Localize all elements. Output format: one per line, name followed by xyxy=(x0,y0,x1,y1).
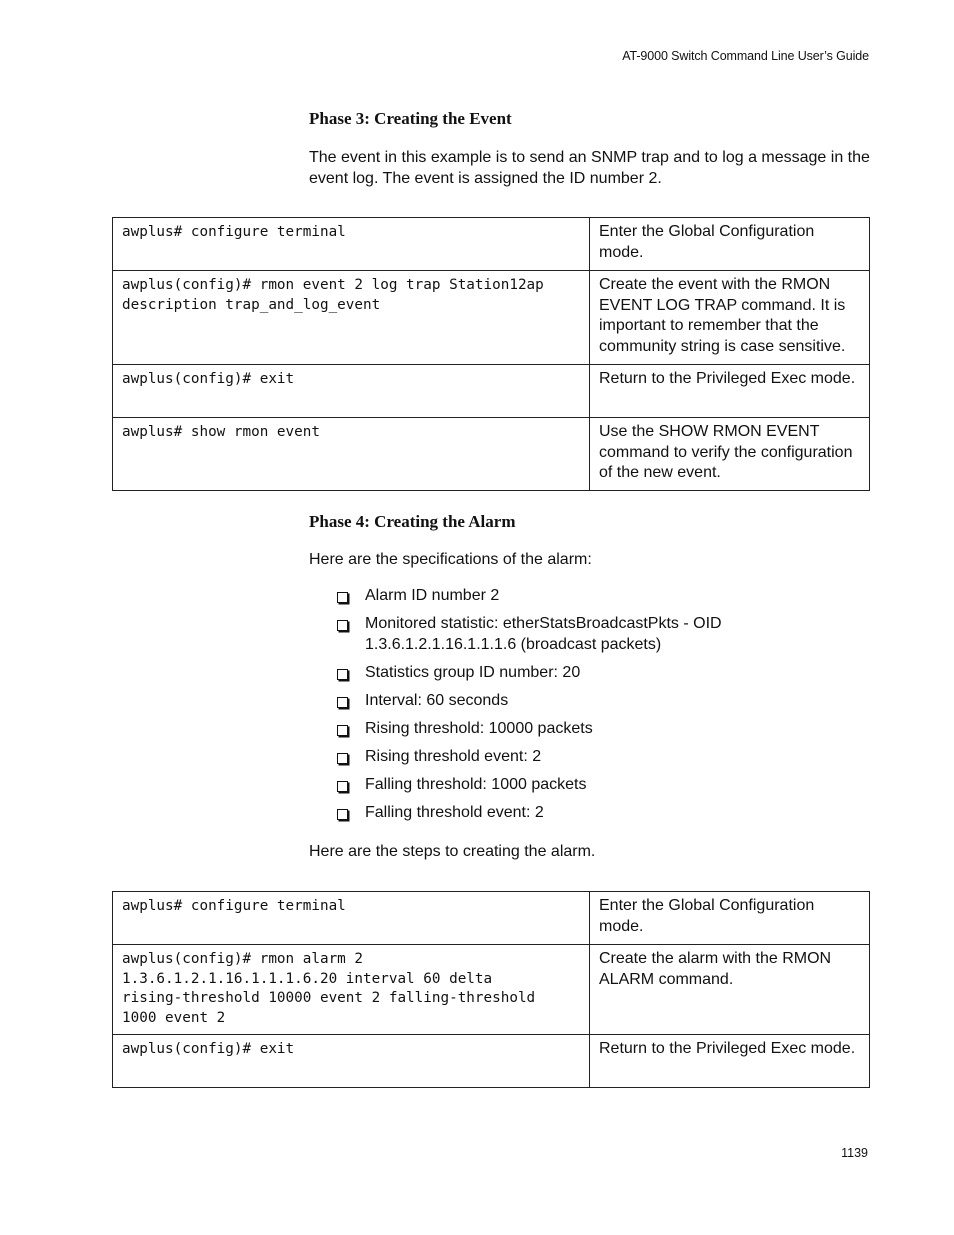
page-number: 1139 xyxy=(841,1146,868,1160)
description-cell: Create the alarm with the RMON ALARM command. xyxy=(590,945,870,1035)
list-item: Falling threshold: 1000 packets xyxy=(335,775,835,796)
checkbox-bullet-icon xyxy=(337,809,348,820)
list-item: Monitored statistic: etherStatsBroadcastPkts - OID 1.3.6.1.2.1.16.1.1.1.6 (broadcast packets) xyxy=(335,614,835,655)
command-cell: awplus(config)# exit xyxy=(113,365,590,418)
description-cell: Enter the Global Configuration mode. xyxy=(590,892,870,945)
table-row xyxy=(113,418,870,491)
checkbox-bullet-icon xyxy=(337,781,348,792)
list-item: Rising threshold: 10000 packets xyxy=(335,719,835,740)
checkbox-bullet-icon xyxy=(337,669,348,680)
table-row xyxy=(113,892,870,945)
phase4-intro: Here are the specifications of the alarm: xyxy=(309,551,592,568)
alarm-spec-list xyxy=(335,586,835,831)
command-cell: awplus(config)# rmon event 2 log trap Station12ap description trap_and_log_event xyxy=(113,271,590,365)
table-row xyxy=(113,218,870,271)
checkbox-bullet-icon xyxy=(337,753,348,764)
description-cell: Return to the Privileged Exec mode. xyxy=(590,365,870,418)
phase3-intro: The event in this example is to send an SNMP trap and to log a message in the event log. The event is assigned the ID number 2. xyxy=(309,149,870,187)
checkbox-bullet-icon xyxy=(337,725,348,736)
list-item: Statistics group ID number: 20 xyxy=(335,663,835,684)
guide-title: AT-9000 Switch Command Line User’s Guide xyxy=(622,49,869,63)
phase4-title: Phase 4: Creating the Alarm xyxy=(309,512,516,531)
command-cell: awplus# show rmon event xyxy=(113,418,590,491)
phase4-steps-intro: Here are the steps to creating the alarm. xyxy=(309,843,596,860)
description-cell: Enter the Global Configuration mode. xyxy=(590,218,870,271)
list-item: Falling threshold event: 2 xyxy=(335,803,835,824)
phase3-title: Phase 3: Creating the Event xyxy=(309,109,512,128)
command-cell: awplus(config)# exit xyxy=(113,1035,590,1088)
table-row xyxy=(113,1035,870,1088)
checkbox-bullet-icon xyxy=(337,592,348,603)
checkbox-bullet-icon xyxy=(337,697,348,708)
description-cell: Create the event with the RMON EVENT LOG TRAP command. It is important to remember that the community string is case sensitive. xyxy=(590,271,870,365)
description-cell: Use the SHOW RMON EVENT command to verify the configuration of the new event. xyxy=(590,418,870,491)
list-item: Alarm ID number 2 xyxy=(335,586,835,607)
command-cell: awplus# configure terminal xyxy=(113,892,590,945)
list-item: Rising threshold event: 2 xyxy=(335,747,835,768)
command-cell: awplus# configure terminal xyxy=(113,218,590,271)
command-cell: awplus(config)# rmon alarm 2 1.3.6.1.2.1.16.1.1.1.6.20 interval 60 delta rising-threshold 10000 event 2 falling-threshold 1000 event 2 xyxy=(113,945,590,1035)
table-row xyxy=(113,365,870,418)
description-cell: Return to the Privileged Exec mode. xyxy=(590,1035,870,1088)
phase4-command-table xyxy=(112,891,870,1088)
phase3-command-table xyxy=(112,217,870,491)
list-item: Interval: 60 seconds xyxy=(335,691,835,712)
table-row xyxy=(113,271,870,365)
table-row xyxy=(113,945,870,1035)
checkbox-bullet-icon xyxy=(337,620,348,631)
